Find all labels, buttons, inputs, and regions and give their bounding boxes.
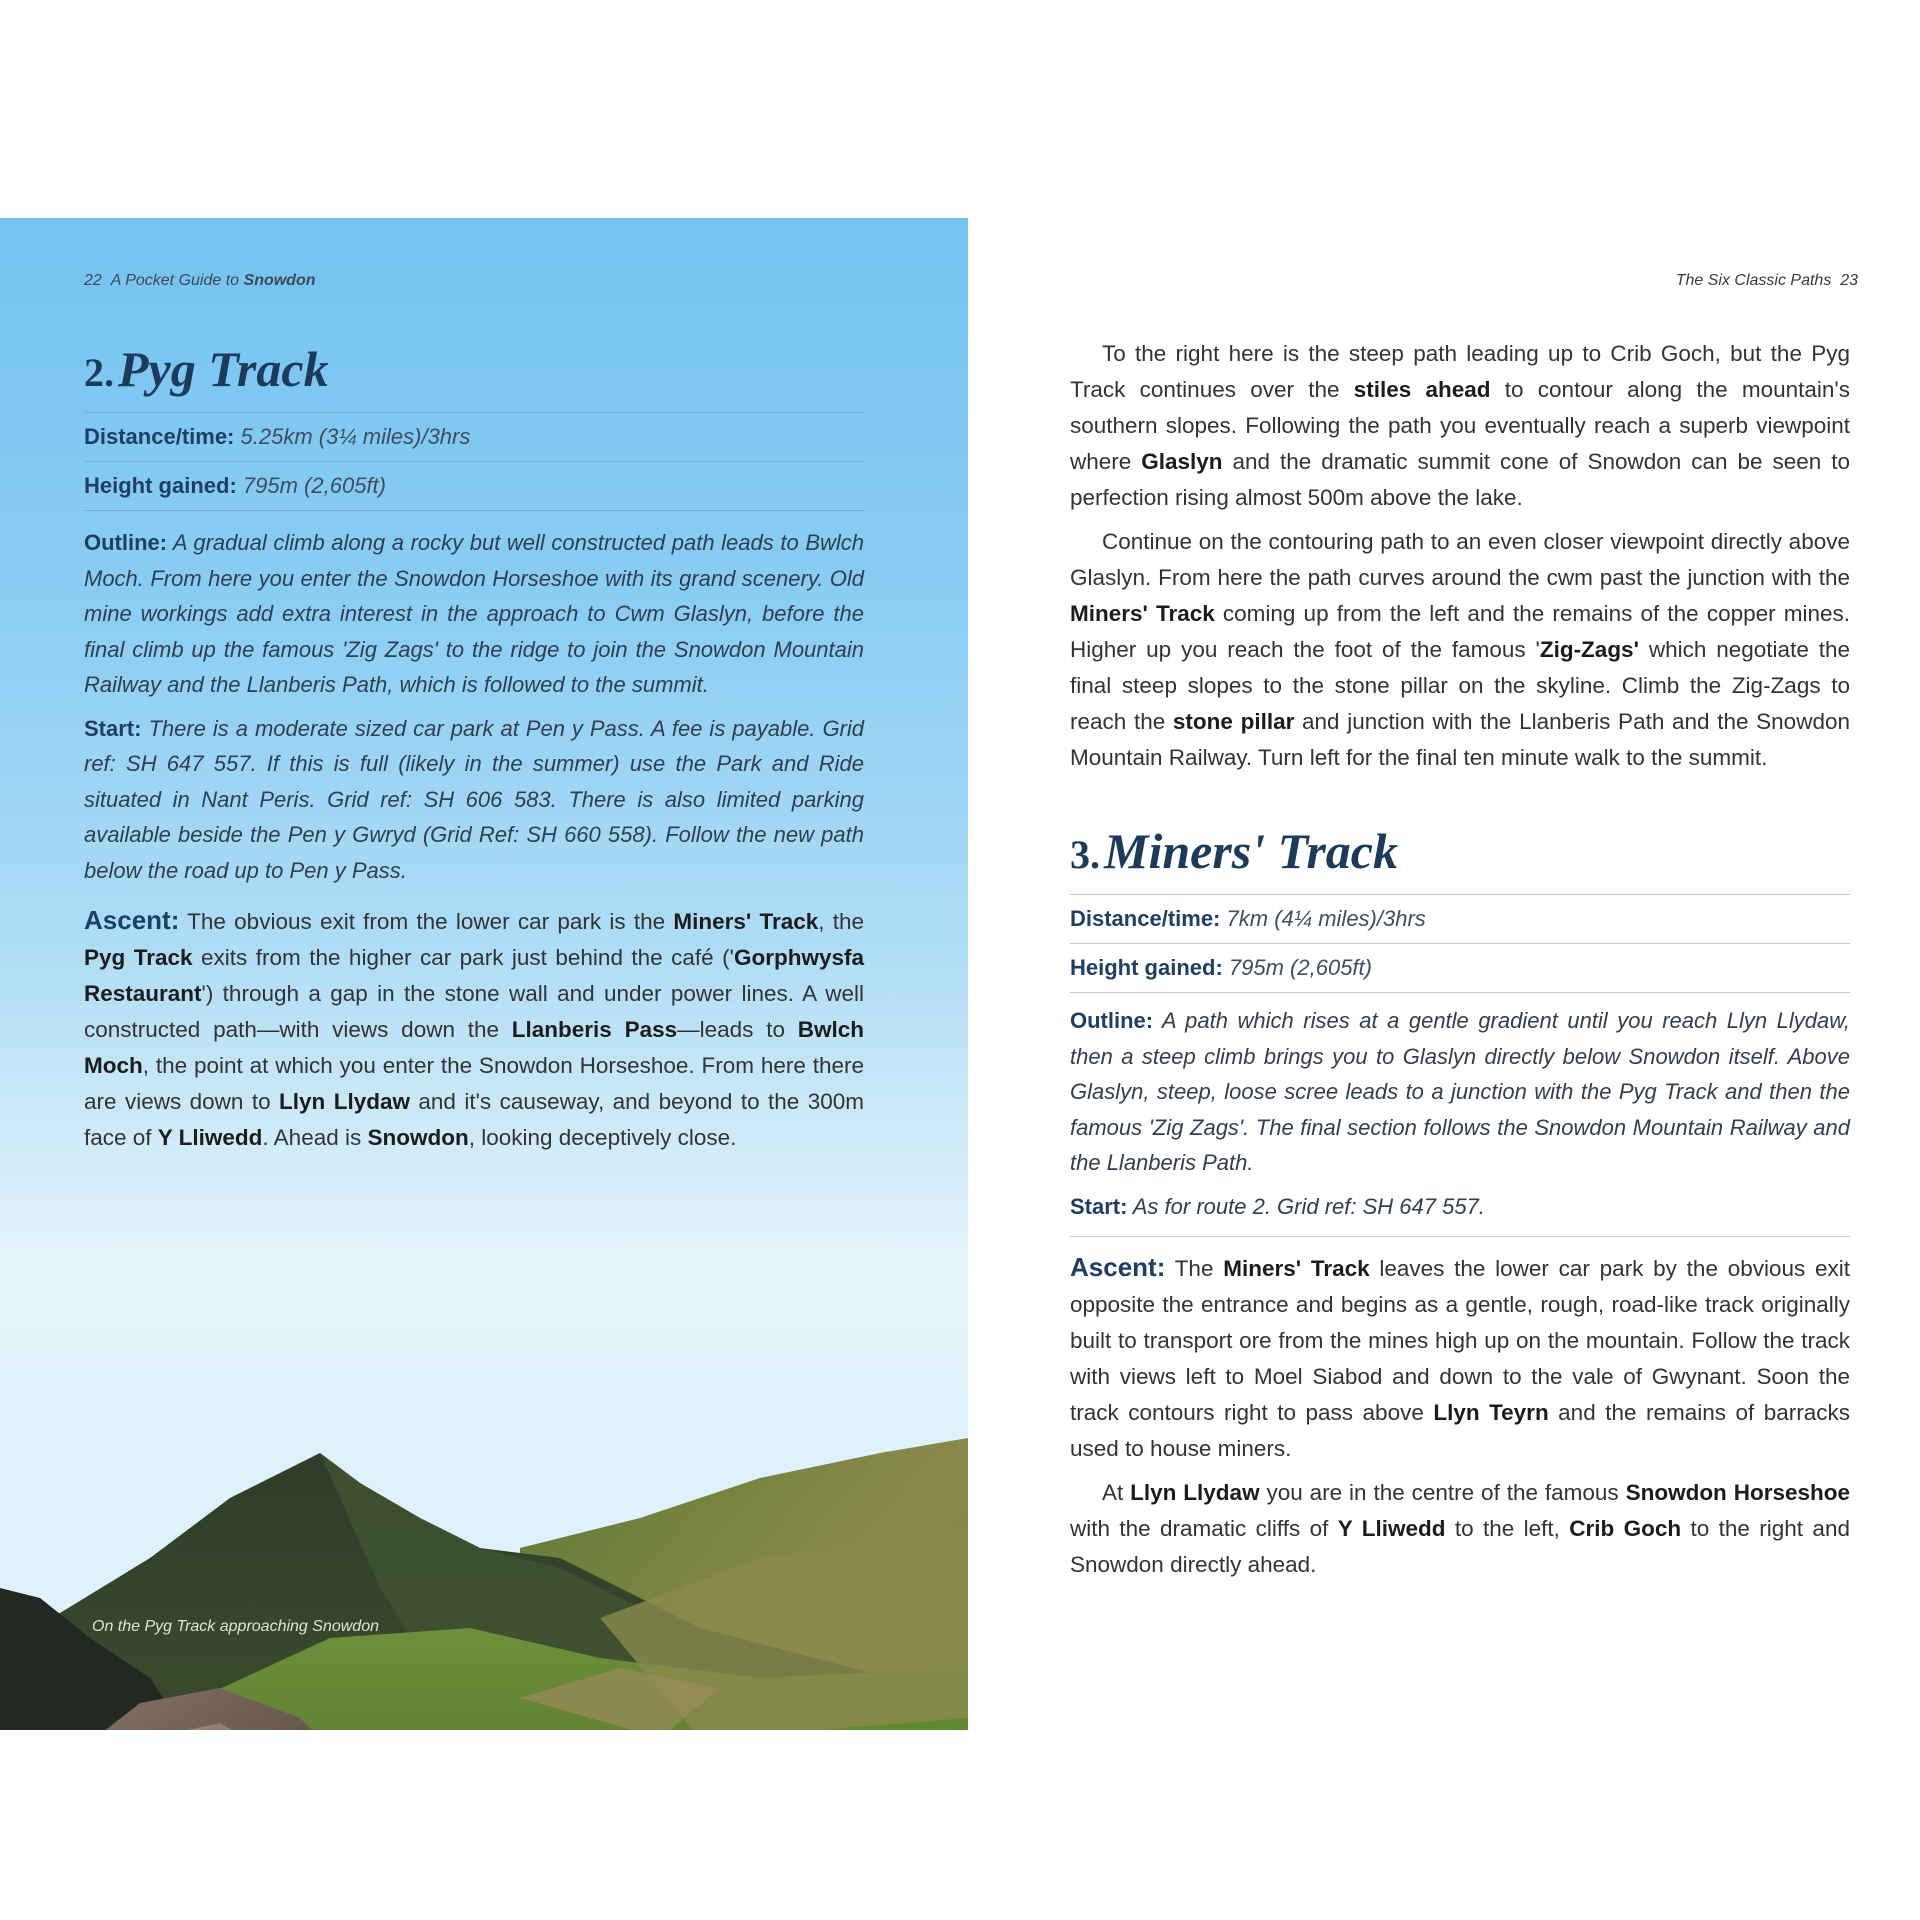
height-value: 795m (2,605ft) — [1228, 955, 1372, 980]
route-title: Miners' Track — [1104, 823, 1398, 879]
book-title: A Pocket Guide to — [110, 272, 240, 289]
distance-label: Distance/time: — [1070, 906, 1221, 931]
place-name: Zig-Zags' — [1539, 637, 1639, 662]
place-name: Pyg Track — [84, 945, 193, 970]
place-name: Miners' Track — [673, 909, 819, 934]
distance-value: 5.25km (3¼ miles)/3hrs — [240, 424, 471, 449]
height-label: Height gained: — [1070, 955, 1223, 980]
place-name: Miners' Track — [1070, 601, 1215, 626]
route-title: Pyg Track — [118, 341, 329, 397]
height-row — [84, 461, 864, 510]
body-text: to the left, — [1445, 1516, 1570, 1541]
body-text: and the dramatic summit cone of Snowdon can be seen to perfection rising almost 500m above the lake. — [1070, 449, 1850, 510]
place-name: Y Lliwedd — [157, 1125, 263, 1150]
chapter-title: The Six Classic Paths — [1675, 272, 1832, 289]
height-label: Height gained: — [84, 473, 237, 498]
body-text: to the right and Snowdon directly ahead. — [1070, 1516, 1850, 1577]
start-text: There is a moderate sized car park at Pen y Pass. A fee is payable. Grid ref: SH 647 557. If this is full (likely in the summer) use the Park and Ride situated in Nant Peris. Grid ref: SH 606 583. There is also limited parking available beside the Pen y Gwryd (Grid Ref: SH 660 558). Follow the new path below the road up to Pen y Pass. — [84, 715, 864, 883]
body-text: coming up from the left and the remains of the copper mines. Higher up you reach the foot of the famous ' — [1070, 601, 1850, 662]
ascent-text: , the — [818, 909, 865, 934]
outline-paragraph — [84, 525, 864, 703]
body-text: you are in the centre of the famous — [1259, 1480, 1626, 1505]
page-number-left: 22 — [84, 272, 102, 289]
place-name: stone pillar — [1172, 709, 1295, 734]
distance-row — [1070, 894, 1850, 943]
place-name: stiles ahead — [1353, 377, 1491, 402]
pyg-continuation-paragraph-1 — [1070, 336, 1850, 516]
running-header-right — [1676, 272, 1858, 290]
start-paragraph — [84, 711, 864, 889]
pyg-continuation-paragraph-2 — [1070, 524, 1850, 776]
route-2-section — [84, 340, 864, 1156]
place-name: Glaslyn — [1141, 449, 1223, 474]
body-text: Continue on the contouring path to an even closer viewpoint directly above Glaslyn. From here the path curves around the cwm past the junction with the — [1070, 529, 1850, 590]
photo-caption: On the Pyg Track approaching Snowdon — [92, 1618, 379, 1635]
start-paragraph — [1070, 1189, 1850, 1225]
distance-value: 7km (4¼ miles)/3hrs — [1226, 906, 1426, 931]
ascent-text: exits from the higher car park just behind the café (' — [192, 945, 734, 970]
ascent-text: ') through a gap in the stone wall and under power lines. A well constructed path—with views down the — [84, 981, 864, 1042]
divider — [1070, 992, 1850, 993]
ascent-paragraph — [84, 902, 864, 1156]
body-text: to contour along the mountain's southern slopes. Following the path you eventually reach a superb viewpoint where — [1070, 377, 1850, 474]
start-label: Start: — [84, 715, 142, 741]
distance-row — [84, 412, 864, 461]
distance-label: Distance/time: — [84, 424, 235, 449]
ascent-text: and it's causeway, and beyond to the 300m face of — [84, 1089, 865, 1150]
left-page — [0, 218, 968, 1730]
place-name: Miners' Track — [1223, 1256, 1370, 1281]
place-name: Llyn Llydaw — [1130, 1480, 1260, 1505]
start-label: Start: — [1070, 1193, 1128, 1219]
height-value: 795m (2,605ft) — [242, 473, 386, 498]
section-heading-route-2 — [84, 340, 864, 398]
running-header-left — [84, 272, 316, 290]
place-name: Bwlch Moch — [84, 1017, 864, 1078]
ascent-text: The obvious exit from the lower car park is the — [179, 909, 674, 934]
divider — [1070, 1236, 1850, 1237]
ascent-text: leaves the lower car park by the obvious exit opposite the entrance and begins as a gentle, rough, road-like track originally built to transport ore from the mines high up on the mountain. Follow the track with views left to Moel Siabod and down to the vale of Gwynant. Soon the track contours right to pass above — [1070, 1256, 1850, 1425]
place-name: Snowdon — [367, 1125, 469, 1150]
ascent-text: , the point at which you enter the Snowdon Horseshoe. From here there are views down to — [84, 1053, 864, 1114]
body-text: At — [1102, 1480, 1131, 1505]
outline-text: A path which rises at a gentle gradient until you reach Llyn Llydaw, then a steep climb brings you to Glaslyn directly below Snowdon itself. Above Glaslyn, steep, loose scree leads to a junction with the Pyg Track and then the famous 'Zig Zags'. The final section follows the Snowdon Mountain Railway and the Llanberis Path. — [1070, 1008, 1850, 1175]
right-page-content — [1070, 336, 1850, 1583]
place-name: Snowdon Horseshoe — [1625, 1480, 1850, 1505]
section-heading-route-3 — [1070, 822, 1850, 880]
start-text: As for route 2. Grid ref: SH 647 557. — [1132, 1193, 1485, 1219]
place-name: Llanberis Pass — [511, 1017, 678, 1042]
route-number: 2. — [84, 350, 114, 395]
place-name: Llyn Llydaw — [279, 1089, 410, 1114]
ascent-label: Ascent: — [1070, 1252, 1166, 1282]
ascent-text: —leads to — [677, 1017, 798, 1042]
ascent-label: Ascent: — [84, 905, 180, 935]
outline-text: A gradual climb along a rocky but well constructed path leads to Bwlch Moch. From here you enter the Snowdon Horseshoe with its grand scenery. Old mine workings add extra interest in the approach to Cwm Glaslyn, before the final climb up the famous 'Zig Zags' to the ridge to join the Snowdon Mountain Railway and the Llanberis Path, which is followed to the summit. — [84, 530, 865, 697]
body-text: with the dramatic cliffs of — [1070, 1516, 1338, 1541]
book-title-bold: Snowdon — [243, 272, 316, 289]
divider — [84, 510, 864, 511]
mountain-photo — [0, 1438, 968, 1730]
place-name: Y Lliwedd — [1337, 1516, 1446, 1541]
height-row — [1070, 943, 1850, 992]
route-number: 3. — [1070, 832, 1100, 877]
page-number-right: 23 — [1840, 272, 1858, 289]
place-name: Llyn Teyrn — [1433, 1400, 1549, 1425]
outline-paragraph — [1070, 1003, 1850, 1181]
place-name: Crib Goch — [1569, 1516, 1682, 1541]
outline-label: Outline: — [84, 530, 168, 555]
body-text: which negotiate the final steep slopes to the stone pillar on the skyline. Climb the Zig-Zags to reach the — [1070, 637, 1850, 734]
ascent-text: . Ahead is — [262, 1125, 368, 1150]
ascent-text: The — [1165, 1256, 1224, 1281]
ascent-text: and the remains of barracks used to house miners. — [1070, 1400, 1850, 1461]
body-text: and junction with the Llanberis Path and the Snowdon Mountain Railway. Turn left for the final ten minute walk to the summit. — [1070, 709, 1850, 770]
place-name: Gorphwysfa Restaurant — [84, 945, 864, 1006]
ascent-text: , looking deceptively close. — [468, 1125, 737, 1150]
body-text: To the right here is the steep path leading up to Crib Goch, but the Pyg Track continues over the — [1070, 341, 1850, 402]
final-paragraph — [1070, 1475, 1850, 1583]
ascent-paragraph — [1070, 1249, 1850, 1467]
outline-label: Outline: — [1070, 1008, 1154, 1033]
